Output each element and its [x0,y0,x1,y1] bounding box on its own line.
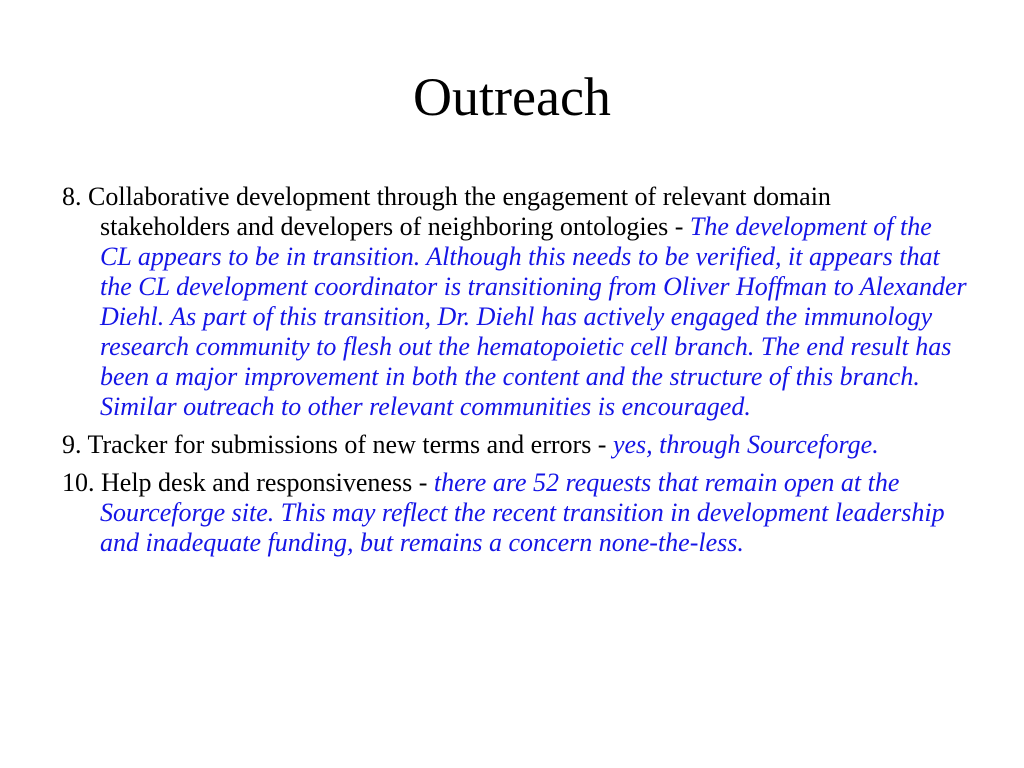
slide-body-list [62,182,967,566]
item-lead-text: 9. Tracker for submissions of new terms and errors - [62,430,613,459]
slide-title: Outreach [413,67,611,127]
item-lead-text: 10. Help desk and responsiveness - [62,468,434,497]
list-item-9 [62,430,967,460]
item-note-text: yes, through Sourceforge. [612,430,879,459]
item-note-text: there are 52 requests that remain open at the Sourceforge site. This may reflect the recent transition in development leadership and inadequate funding, but remains a concern none-the-less. [100,468,945,557]
list-item-8 [62,182,967,422]
list-item-10 [62,468,967,558]
item-note-text: The development of the CL appears to be in transition. Although this needs to be verified, it appears that the CL development coordinator is transitioning from Oliver Hoffman to Alexander Diehl. As part of this transition, Dr. Diehl has actively engaged the immunology research community to flesh out the hematopoietic cell branch. The end result has been a major improvement in both the content and the structure of this branch. Similar outreach to other relevant communities is encouraged. [100,212,967,421]
item-lead-text: 8. Collaborative development through the engagement of relevant domain stakeholders and developers of neighboring ontologies - [62,182,831,241]
